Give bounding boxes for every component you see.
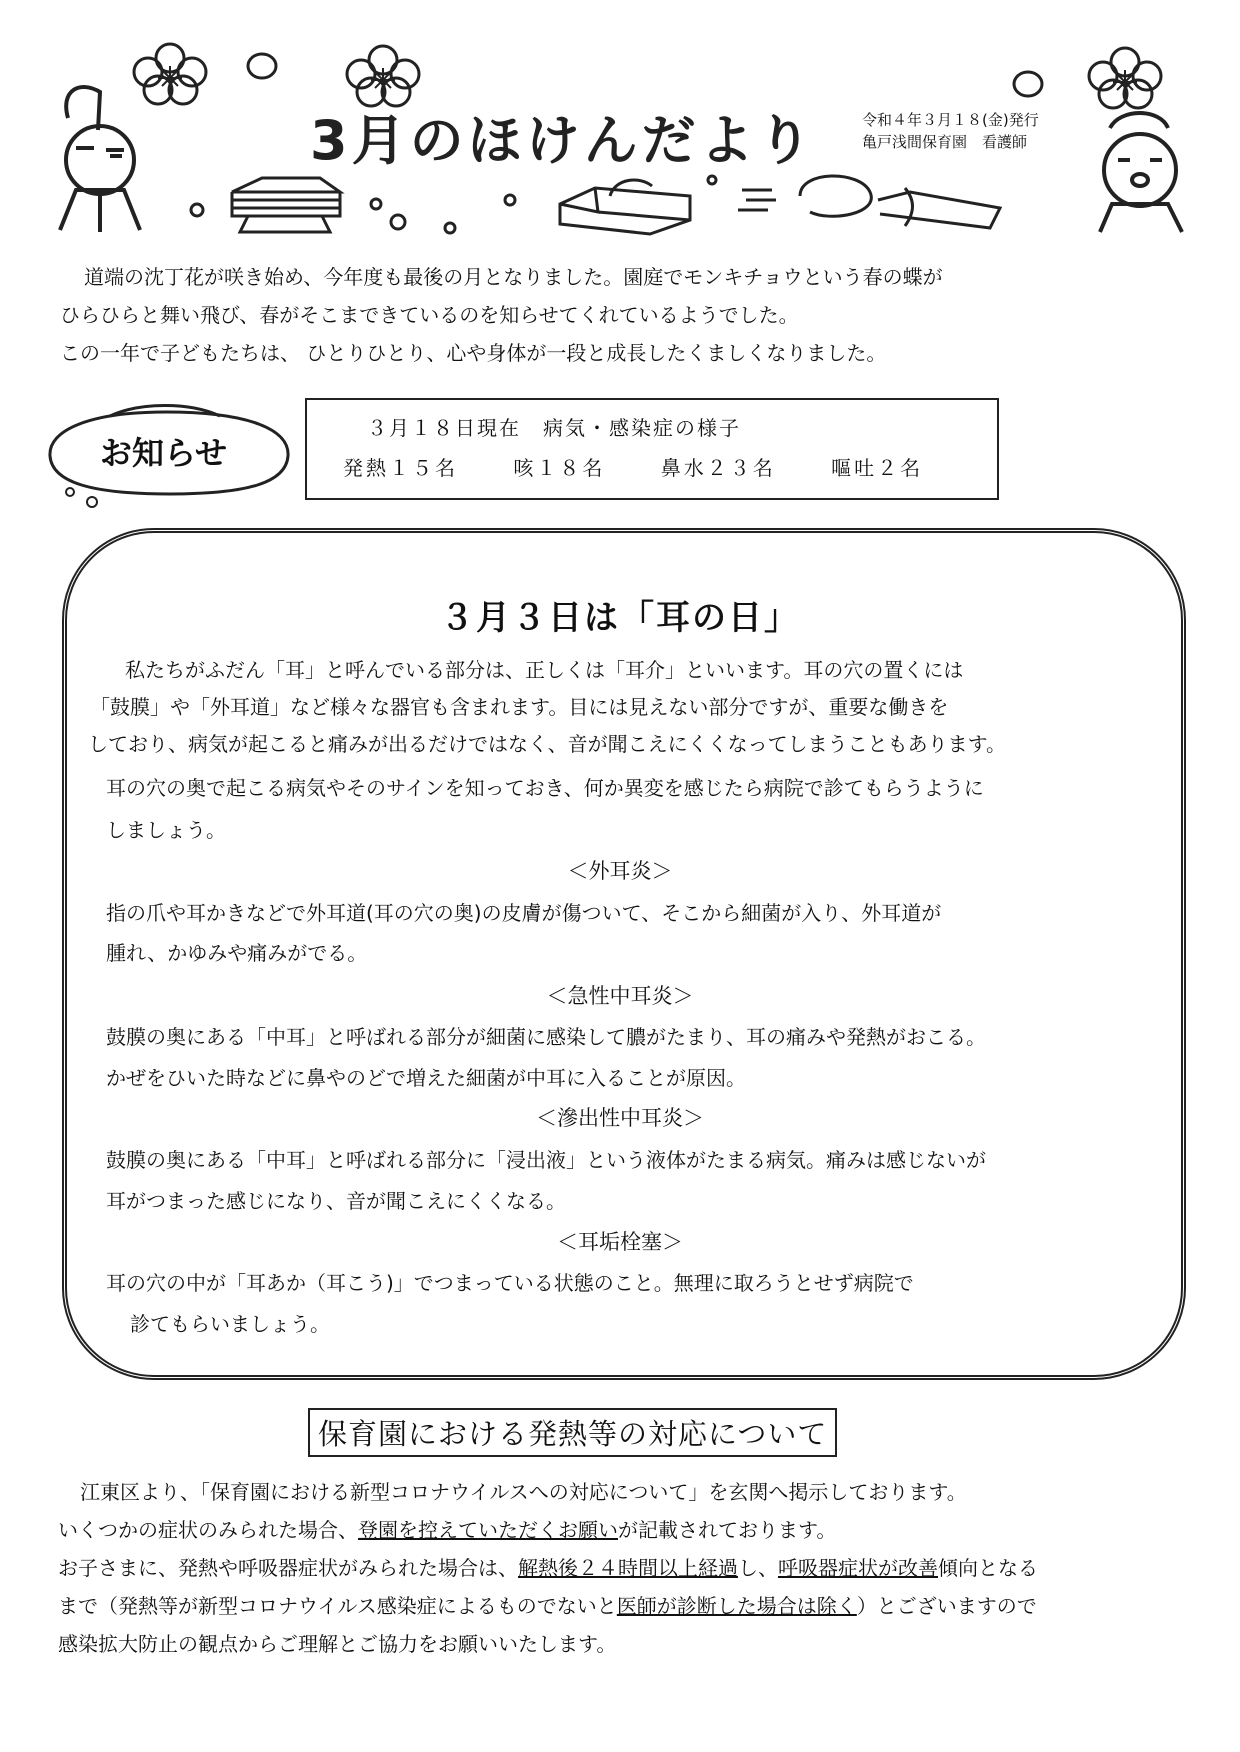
page-title: 3月のほけんだより <box>310 109 816 172</box>
fever-section-title: 保育園における発熱等の対応について <box>308 1408 837 1457</box>
section-line: 診てもらいましょう。 <box>130 1312 330 1336</box>
notice-count: 発熱１５名 <box>343 456 458 480</box>
fever-text: お子さまに、発熱や呼吸器症状がみられた場合は、 <box>58 1556 518 1580</box>
section-heading: ＜急性中耳炎＞ <box>546 984 694 1008</box>
petal-icon <box>248 54 276 78</box>
fever-line <box>58 1588 1037 1625</box>
hishimochi-icon <box>232 178 340 232</box>
section-heading: ＜耳垢栓塞＞ <box>557 1230 683 1254</box>
sneeze-icon <box>738 176 1000 228</box>
fever-underlined: 呼吸器症状が改善 <box>778 1556 938 1580</box>
section-line: 腫れ、かゆみや痛みがでる。 <box>106 941 368 965</box>
emperor-doll-icon <box>60 87 140 232</box>
fever-underlined: 医師が診断した場合は除く <box>616 1594 857 1618</box>
intro-line: 道端の沈丁花が咲き始め、今年度も最後の月となりました。園庭でモンキチョウという春の蝶が <box>84 265 943 289</box>
petal-icon <box>1014 72 1042 96</box>
notice-count: 嘔吐２名 <box>831 456 924 480</box>
intro-text <box>60 258 1190 372</box>
notice-count: 咳１８名 <box>513 456 606 480</box>
fever-text: まで（発熱等が新型コロナウイルス感染症によるものでないと <box>58 1594 617 1618</box>
plum-flower-icon <box>347 46 419 106</box>
fever-text: し、 <box>738 1556 778 1580</box>
section-line: かぜをひいた時などに鼻やのどで増えた細菌が中耳に入ることが原因。 <box>106 1066 746 1090</box>
section-line: 耳の穴の中が「耳あか（耳こう)」でつまっている状態のこと。無理に取ろうとせず病院で <box>106 1271 914 1295</box>
issue-date: 令和４年３月１８(金)発行 <box>862 111 1039 129</box>
notice-label: お知らせ <box>100 434 228 472</box>
bubble-dots <box>191 176 716 233</box>
fever-text: 傾向となる <box>938 1556 1038 1580</box>
fever-text: ）とございますので <box>856 1594 1037 1618</box>
ear-intro-line: しており、病気が起こると痛みが出るだけではなく、音が聞こえにくくなってしまうこともあります。 <box>88 732 1006 756</box>
fever-line <box>58 1512 836 1549</box>
ear-intro-line: 私たちがふだん「耳」と呼んでいる部分は、正しくは「耳介」といいます。耳の穴の置くには <box>125 658 964 682</box>
ear-intro-line: 「鼓膜」や「外耳道」など様々な器官も含まれます。目には見えない部分ですが、重要な働きを <box>90 695 949 719</box>
section-line: 耳がつまった感じになり、音が聞こえにくくなる。 <box>106 1189 566 1213</box>
section-heading: ＜外耳炎＞ <box>567 859 673 883</box>
fever-line: 江東区より、「保育園における新型コロナウイルスへの対応について」を玄関へ掲示しております。 <box>80 1480 967 1504</box>
fever-underlined: 解熱後２４時間以上経過 <box>518 1556 738 1580</box>
section-line: 鼓膜の奥にある「中耳」と呼ばれる部分に「浸出液」という液体がたまる病気。痛みは感じないが <box>106 1148 986 1172</box>
fever-text: が記載されております。 <box>618 1518 837 1542</box>
intro-line: ひらひらと舞い飛び、春がそこまできているのを知らせてくれているようでした。 <box>60 303 799 327</box>
ear-day-title: ３月３日は「耳の日」 <box>440 598 800 638</box>
notice-box <box>305 398 999 500</box>
publisher: 亀戸浅間保育園 看護師 <box>862 133 1028 151</box>
intro-line: この一年で子どもたちは、 ひとりひとり、心や身体が一段と成長したくましくなりました。 <box>60 341 887 365</box>
tissue-box-icon <box>560 180 690 234</box>
section-line: 指の爪や耳かきなどで外耳道(耳の穴の奥)の皮膚が傷ついて、そこから細菌が入り、外耳道が <box>106 901 942 925</box>
ear-intro-line: 耳の穴の奥で起こる病気やそのサインを知っておき、何か異変を感じたら病院で診てもらうように <box>106 776 984 800</box>
empress-doll-icon <box>1100 113 1182 232</box>
fever-text: いくつかの症状のみられた場合、 <box>58 1518 358 1542</box>
plum-flower-icon <box>134 44 206 104</box>
section-heading: ＜滲出性中耳炎＞ <box>536 1106 704 1130</box>
notice-count: 鼻水２３名 <box>660 456 776 480</box>
fever-line: 感染拡大防止の観点からご理解とご協力をお願いいたします。 <box>58 1632 617 1656</box>
plum-flower-icon <box>1089 48 1161 108</box>
notice-heading: ３月１８日現在 病気・感染症の様子 <box>367 416 741 440</box>
notice-counts <box>343 452 969 481</box>
ear-intro-line: しましょう。 <box>106 818 226 842</box>
section-line: 鼓膜の奥にある「中耳」と呼ばれる部分が細菌に感染して膿がたまり、耳の痛みや発熱がおこる。 <box>106 1025 986 1049</box>
fever-underlined: 登園を控えていただくお願い <box>358 1518 618 1542</box>
fever-line <box>58 1550 1038 1587</box>
